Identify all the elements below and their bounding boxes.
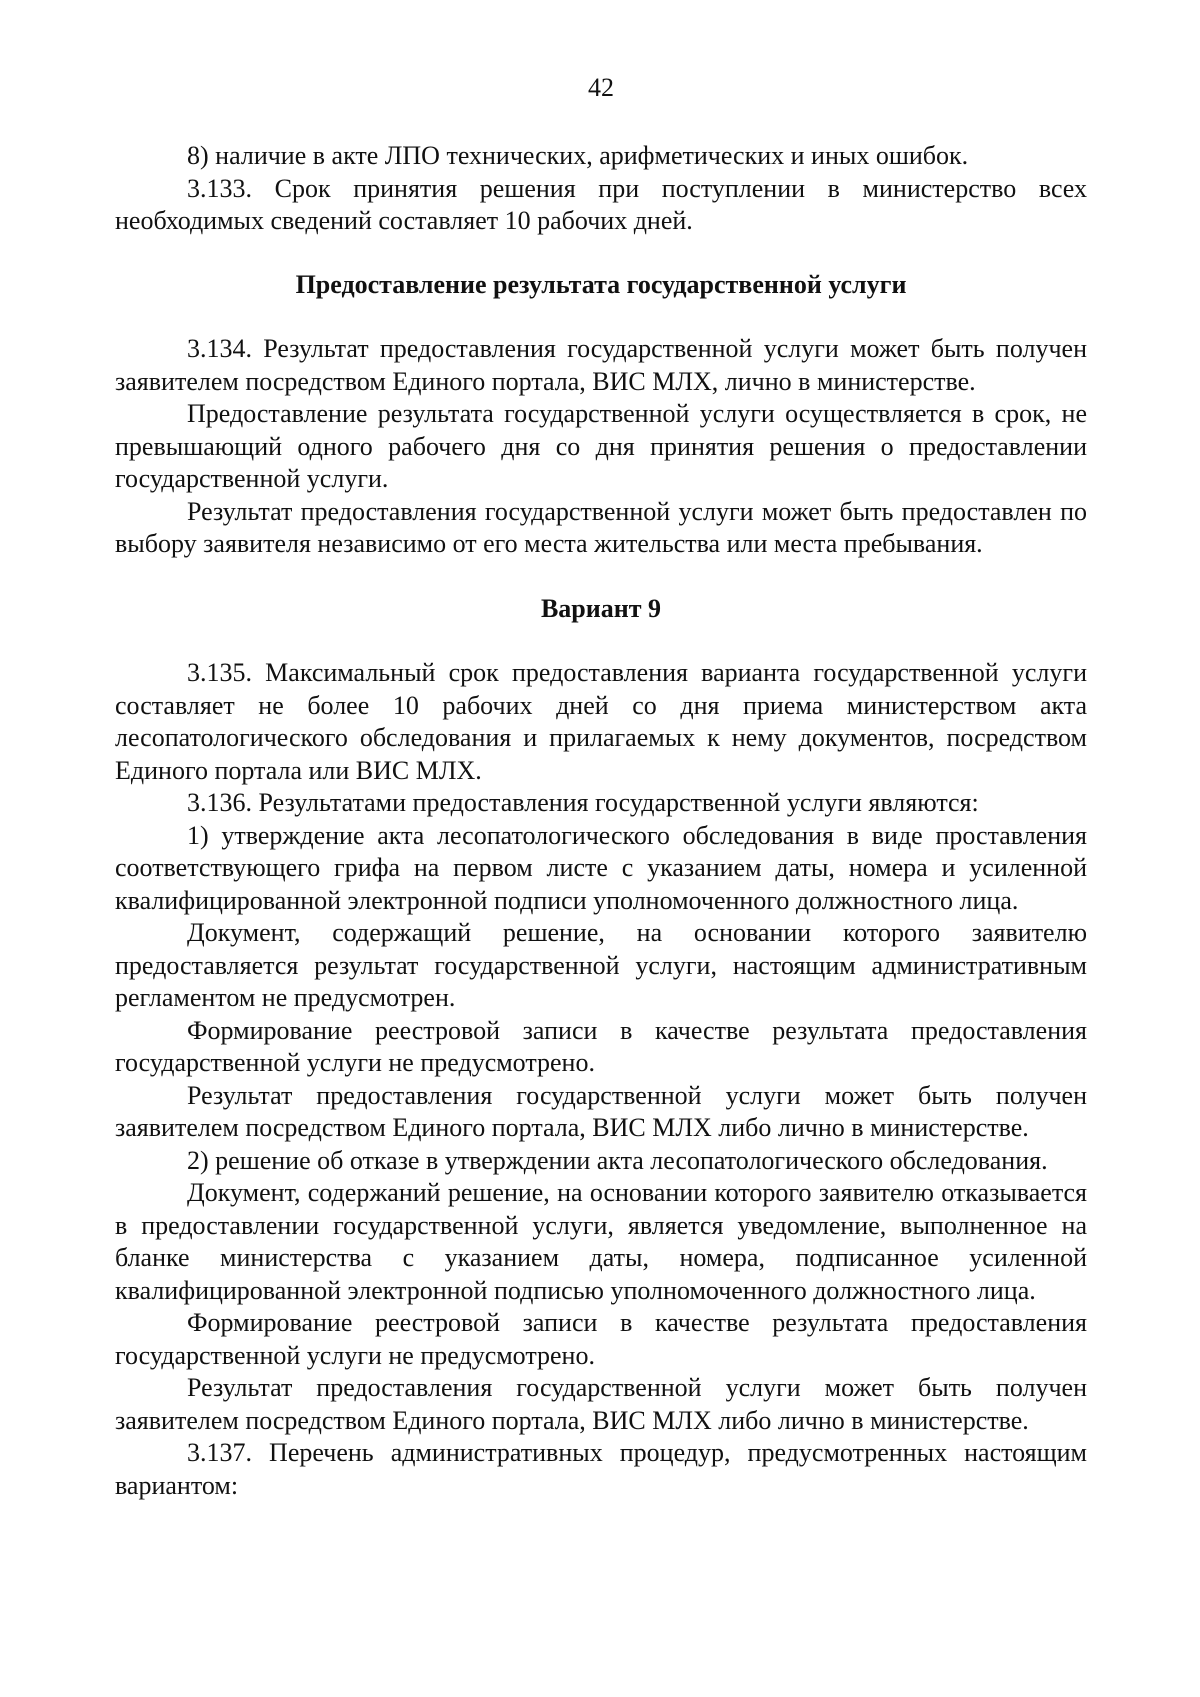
page-number: 42 <box>588 73 614 102</box>
spacer <box>115 301 1087 333</box>
paragraph: Предоставление результата государственной услуги осуществляется в срок, не превышающий одного рабочего дня со дня принятия решения о предоставлении государственной услуги. <box>115 399 1087 493</box>
paragraph: 1) утверждение акта лесопатологического обследования в виде проставления соответствующего грифа на первом листе с указанием даты, номера и усиленной квалифицированной электронной подписи уполномоченного должностного лица. <box>115 820 1087 915</box>
variant-heading: Вариант 9 <box>540 593 662 623</box>
paragraph: Результат предоставления государственной услуги может быть получен заявителем посредством Единого портала, ВИС МЛХ либо лично в министерстве. <box>115 1373 1087 1435</box>
paragraph: 8) наличие в акте ЛПО технических, арифметических и иных ошибок. <box>187 141 969 170</box>
paragraph: 3.136. Результатами предоставления государственной услуги являются: <box>187 788 979 817</box>
paragraph: 3.134. Результат предоставления государственной услуги может быть получен заявителем посредством Единого портала, ВИС МЛХ, лично в министерстве. <box>115 334 1087 396</box>
paragraph: Результат предоставления государственной услуги может быть получен заявителем посредством Единого портала, ВИС МЛХ либо лично в министерстве. <box>115 1080 1087 1142</box>
paragraph: Документ, содержащий решение, на основании которого заявителю предоставляется результат государственной услуги, настоящим административным регламентом не предусмотрен. <box>115 918 1087 1012</box>
spacer <box>115 625 1087 657</box>
paragraph: 3.133. Срок принятия решения при поступлении в министерство всех необходимых сведений составляет 10 рабочих дней. <box>115 173 1087 235</box>
paragraph: 3.135. Максимальный срок предоставления варианта государственной услуги составляет не более 10 рабочих дней со дня приема министерством акта лесопатологического обследования и прилагаемых к нему документов, посредством Единого портала или ВИС МЛХ. <box>115 658 1087 785</box>
section-heading: Предоставление результата государственной услуги <box>295 269 907 299</box>
document-page <box>115 0 1087 1697</box>
paragraph: 3.137. Перечень административных процедур, предусмотренных настоящим вариантом: <box>115 1438 1087 1500</box>
spacer <box>115 561 1087 593</box>
paragraph: Формирование реестровой записи в качестве результата предоставления государственной услуги не предусмотрено. <box>115 1308 1087 1370</box>
spacer <box>115 238 1087 269</box>
document-body <box>115 140 1087 1502</box>
paragraph: Документ, содержаний решение, на основании которого заявителю отказывается в предоставлении государственной услуги, является уведомление, выполненное на бланке министерства с указанием даты, номера, подписанное усиленной квалифицированной электронной подписью уполномоченного должностного лица. <box>115 1178 1087 1305</box>
paragraph: Результат предоставления государственной услуги может быть предоставлен по выбору заявителя независимо от его места жительства или места пребывания. <box>115 496 1087 558</box>
paragraph: 2) решение об отказе в утверждении акта лесопатологического обследования. <box>187 1145 1048 1175</box>
paragraph: Формирование реестровой записи в качестве результата предоставления государственной услуги не предусмотрено. <box>115 1015 1087 1077</box>
